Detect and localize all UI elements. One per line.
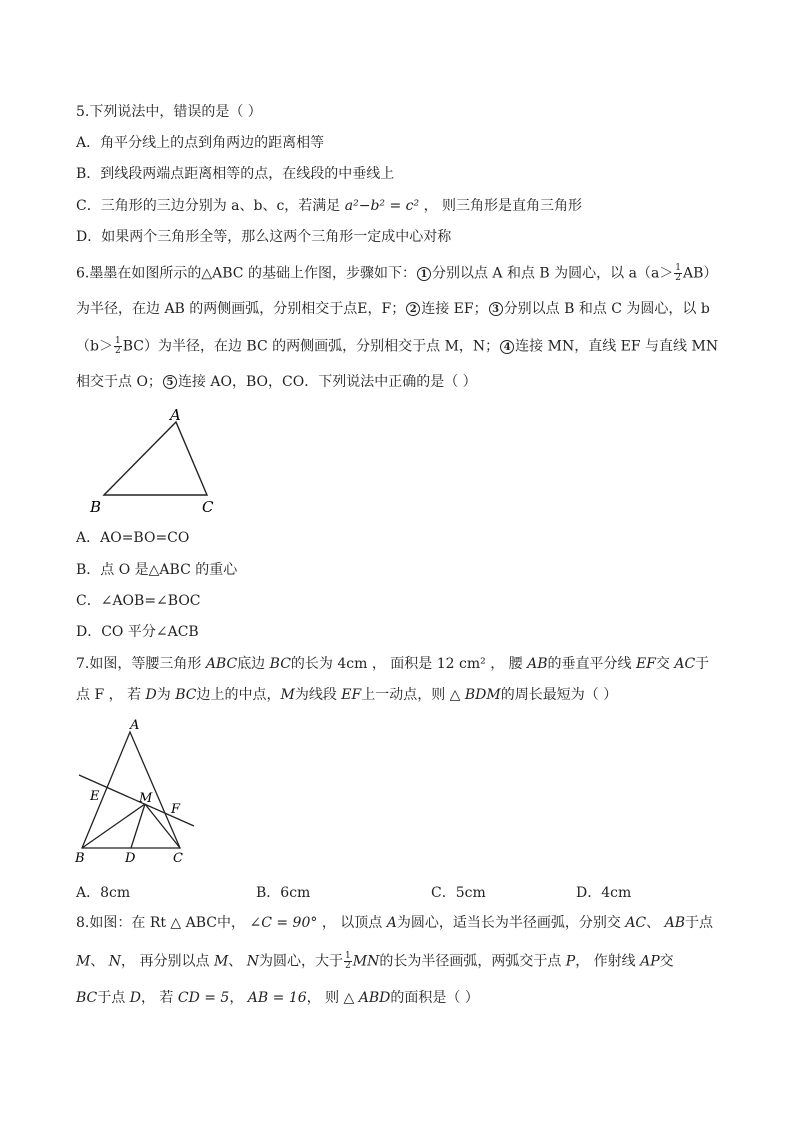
q7-text: 的垂直平分线 — [547, 656, 632, 672]
q7-option-d: D．4cm — [576, 885, 632, 901]
vertex-label-f: F — [171, 802, 181, 817]
q8-text: 、 — [228, 953, 243, 970]
q7-math: AC — [674, 656, 696, 672]
q7-text: 的周长最短为（ ） — [500, 687, 618, 703]
q7-text: 的长为 4cm ， 面积是 — [290, 656, 433, 672]
q8-math: AC — [625, 915, 647, 931]
q7-text: 点 F ， 若 — [76, 687, 142, 703]
q5-option-c-text: C．三角形的三边分别为 a、b、c，若满足 — [76, 198, 341, 214]
circled-4: 4 — [500, 340, 514, 354]
q8-text: 于点 — [685, 915, 713, 931]
q7-text: 7.如图，等腰三角形 — [76, 656, 202, 672]
q8-math: ∠C = 90° — [249, 915, 318, 931]
fraction-half — [344, 952, 352, 971]
q8-line-2 — [76, 952, 674, 971]
q6-text: 连接 AO，BO，CO．下列说法中正确的是（ ） — [177, 374, 477, 390]
q7-math: EF — [635, 656, 656, 672]
q6-text: 分别以点 B 和点 C 为圆心，以 b — [503, 301, 710, 317]
q8-math: △ ABD — [343, 990, 391, 1006]
q7-math: AB — [527, 656, 548, 672]
q6-option-b: B．点 O 是△ABC 的重心 — [76, 562, 238, 578]
q7-text: 为 — [156, 687, 171, 703]
fraction-half — [674, 264, 682, 283]
q7-line-2 — [76, 686, 617, 704]
fraction-numerator: 1 — [345, 951, 351, 961]
q6-text: （b＞ — [76, 338, 113, 355]
fraction-denominator: 2 — [114, 346, 121, 356]
q8-math: M — [76, 953, 91, 970]
q5-stem: 5.下列说法中，错误的是（ ） — [76, 104, 262, 120]
q6-option-a: A．AO=BO=CO — [76, 530, 190, 546]
q8-math: Rt △ ABC — [149, 915, 218, 931]
q7-text: 于 — [695, 656, 710, 672]
q6-option-c: C．∠AOB=∠BOC — [76, 593, 201, 609]
q7-text: 为线段 — [294, 687, 337, 703]
circled-3: 3 — [489, 302, 503, 316]
q6-line-3 — [76, 337, 718, 356]
vertex-label-b: B — [75, 851, 85, 866]
q8-text: 、 — [646, 915, 661, 931]
fraction-denominator: 2 — [675, 273, 682, 283]
q7-math: BC — [175, 687, 197, 703]
q7-text: ， 腰 — [490, 656, 523, 672]
q6-line-1 — [76, 264, 717, 283]
q8-math: D — [129, 990, 141, 1006]
q8-text: 的长为半径画弧，两弧交于点 — [379, 953, 562, 970]
q8-math: BC — [76, 990, 98, 1006]
vertex-label-a: A — [170, 406, 181, 424]
q5-option-d: D．如果两个三角形全等，那么这两个三角形一定成中心对称 — [76, 229, 452, 245]
q8-math: AP — [640, 953, 660, 970]
q8-line-3 — [76, 989, 479, 1007]
q8-math: MN — [352, 953, 380, 970]
q8-text: ， 以顶点 — [321, 915, 383, 931]
vertex-label-b: B — [90, 498, 102, 516]
q5-option-c-tail: ， 则三角形是直角三角形 — [423, 198, 583, 214]
q8-text: 为圆心，大于 — [259, 953, 343, 970]
q8-line-1 — [76, 914, 713, 932]
q8-text: ， 则 — [306, 990, 340, 1006]
q8-text: 交 — [659, 953, 674, 970]
vertex-label-m: M — [139, 791, 153, 806]
q6-text: BC）为半径，在边 BC 的两侧画弧，分别相交于点 M，N； — [122, 338, 500, 355]
q8-text: ， — [229, 990, 244, 1006]
q5-option-b: B．到线段两端点距离相等的点，在线段的中垂线上 — [76, 166, 395, 182]
q7-triangle-figure — [70, 714, 200, 866]
q6-text: 连接 MN，直线 EF 与直线 MN — [515, 338, 719, 355]
q8-text: 的面积是（ ） — [390, 990, 479, 1006]
vertex-label-a: A — [130, 718, 140, 733]
vertex-label-c: C — [202, 498, 214, 516]
q8-math: P — [565, 953, 576, 970]
q6-text: 相交于点 O； — [76, 374, 162, 390]
q8-math: M — [213, 953, 229, 970]
q6-text: 为半径，在边 AB 的两侧画弧，分别相交于点E，F； — [76, 301, 406, 317]
q5-option-c-equation: a²−b² = c² — [344, 198, 420, 214]
q6-line-4 — [76, 373, 477, 391]
q8-text: 、 — [90, 953, 105, 970]
q7-math: M — [280, 687, 295, 703]
circled-5: 5 — [163, 375, 177, 389]
circled-1: 1 — [417, 267, 431, 281]
triangle-abc — [104, 422, 207, 495]
q7-math: ABC — [205, 656, 238, 672]
q7-math: △ BDM — [449, 687, 501, 703]
q7-text: 上一动点，则 — [361, 687, 446, 703]
q7-option-c: C．5cm — [431, 885, 486, 901]
q7-math: EF — [341, 687, 362, 703]
fraction-numerator: 1 — [675, 263, 682, 273]
q8-math: N — [108, 953, 122, 970]
segment-md — [131, 804, 145, 848]
q7-text: 交 — [655, 656, 670, 672]
q8-text: 为圆心，适当长为半径画弧，分别交 — [396, 915, 621, 931]
q8-text: ， 再分别以点 — [121, 953, 210, 970]
q8-text: ， 若 — [140, 990, 174, 1006]
q8-math: A — [386, 915, 397, 931]
q7-text: 边上的中点， — [196, 687, 281, 703]
vertex-label-e: E — [90, 789, 100, 804]
q8-math: AB — [664, 915, 685, 931]
q7-area: 12 cm² — [436, 656, 486, 672]
fraction-numerator: 1 — [114, 336, 121, 346]
q6-text: 连接 EF； — [421, 301, 488, 317]
q7-line-1 — [76, 655, 709, 673]
q6-text: 6.墨墨在如图所示的△ABC 的基础上作图，步骤如下： — [76, 265, 416, 282]
vertex-label-d: D — [125, 851, 136, 866]
q6-option-d: D．CO 平分∠ACB — [76, 624, 199, 640]
q6-line-2 — [76, 300, 710, 318]
q5-option-c — [76, 197, 582, 215]
vertex-label-c: C — [173, 851, 183, 866]
fraction-half — [114, 337, 122, 356]
q8-text: ， 作射线 — [575, 953, 636, 970]
q8-text: 中， — [217, 915, 246, 931]
q6-text: AB） — [683, 265, 718, 282]
q7-math: BC — [269, 656, 291, 672]
q7-option-a: A．8cm — [76, 885, 131, 901]
q6-text: 分别以点 A 和点 B 为圆心，以 a（a＞ — [431, 265, 674, 282]
q8-text: 于点 — [97, 990, 126, 1006]
q5-option-a: A．角平分线上的点到角两边的距离相等 — [76, 135, 325, 151]
fraction-denominator: 2 — [345, 961, 351, 971]
q7-text: 底边 — [237, 656, 266, 672]
q6-triangle-figure — [80, 402, 240, 520]
q8-math: CD = 5 — [177, 990, 230, 1006]
q8-text: 8.如图：在 — [76, 915, 146, 931]
q7-option-b: B．6cm — [256, 885, 311, 901]
q8-math: N — [246, 953, 259, 970]
circled-2: 2 — [406, 302, 420, 316]
q7-math: D — [145, 687, 157, 703]
q8-math: AB = 16 — [247, 990, 307, 1006]
